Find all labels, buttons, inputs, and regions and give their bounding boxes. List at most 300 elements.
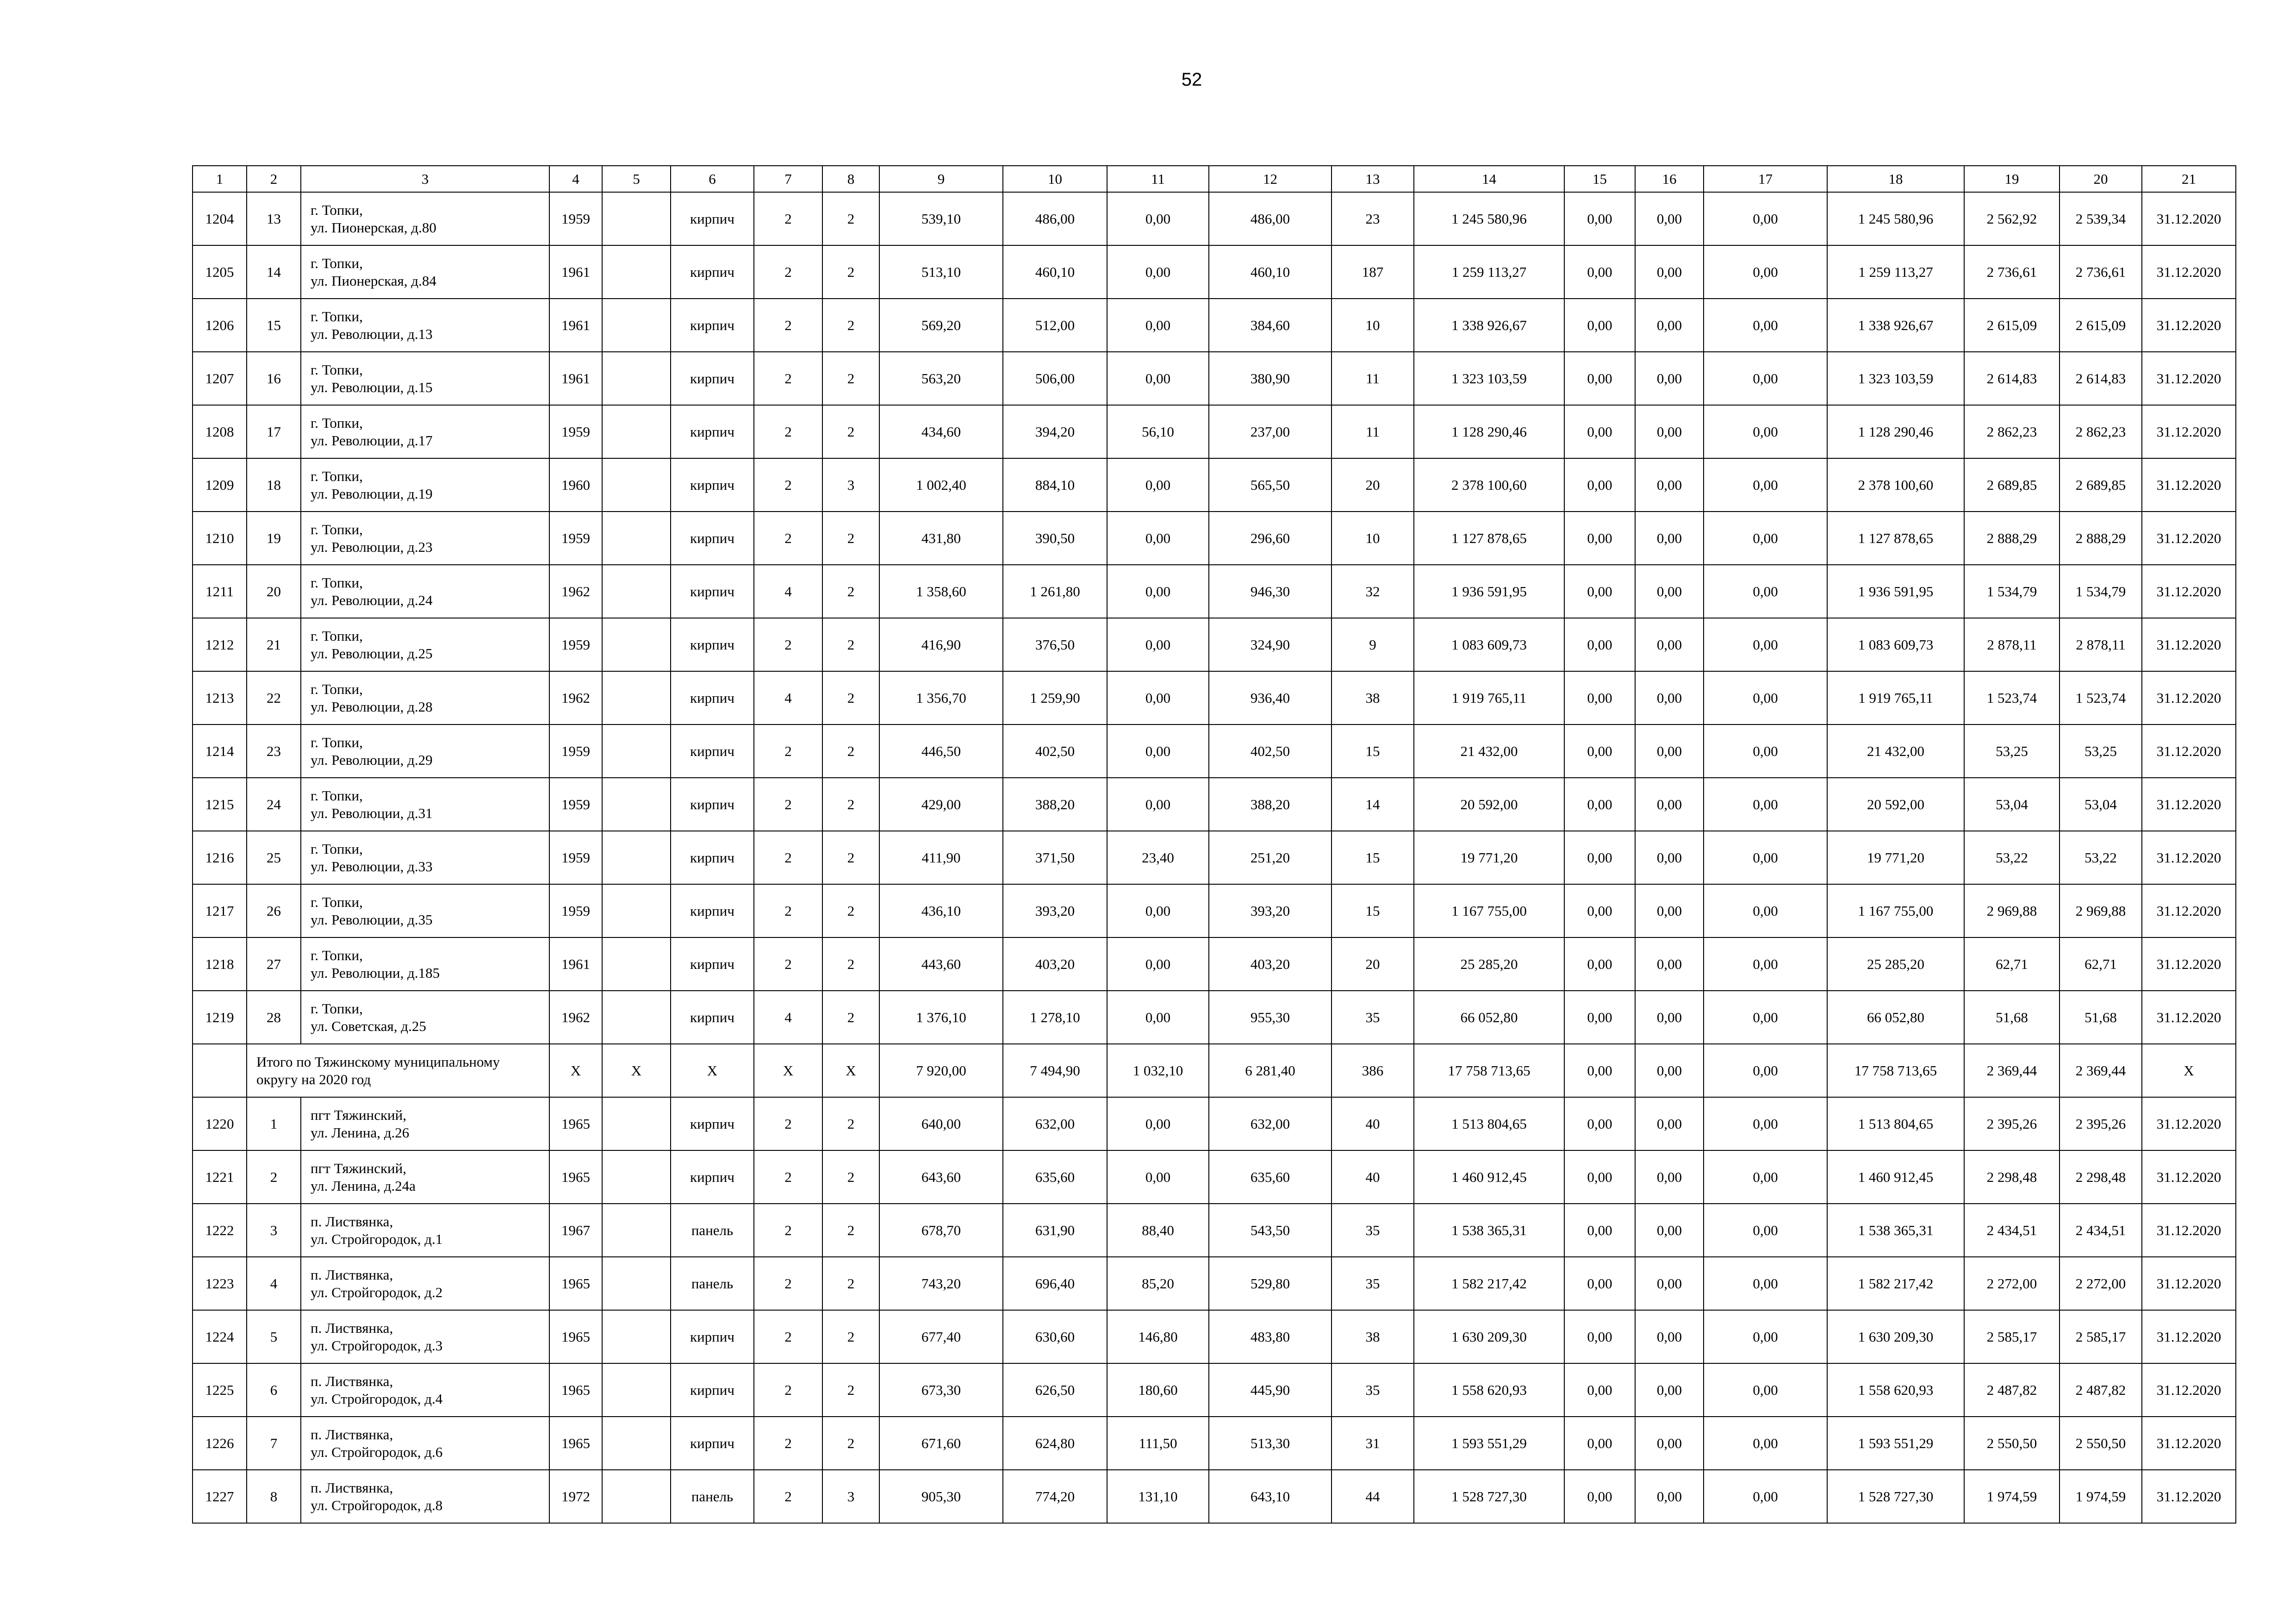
table-cell: 31.12.2020 [2142, 192, 2236, 245]
table-cell: панель [671, 1204, 754, 1257]
row-number: 1215 [193, 778, 247, 831]
address-street: ул. Революции, д.25 [311, 645, 433, 662]
table-cell: 677,40 [879, 1310, 1003, 1363]
table-cell: 56,10 [1107, 405, 1209, 458]
table-cell: 2 [822, 565, 879, 618]
table-cell: 2 [754, 778, 822, 831]
table-cell [602, 405, 671, 458]
table-cell [602, 512, 671, 565]
table-row [193, 1417, 2236, 1470]
table-cell: 237,00 [1209, 405, 1332, 458]
table-cell: 2 [822, 1310, 879, 1363]
table-cell [602, 458, 671, 512]
table-cell: 15 [1332, 831, 1414, 884]
table-cell: 53,22 [2060, 831, 2142, 884]
table-cell: 2 [754, 1257, 822, 1310]
table-cell: 0,00 [1107, 565, 1209, 618]
table-cell: 0,00 [1635, 1417, 1704, 1470]
table-cell: кирпич [671, 299, 754, 352]
item-number: 17 [247, 405, 301, 458]
address [301, 671, 549, 725]
address-street: ул. Революции, д.33 [311, 858, 433, 874]
address-street: ул. Стройгородок, д.4 [311, 1390, 443, 1407]
address-locality: г. Топки, [311, 947, 363, 963]
column-header: 21 [2142, 166, 2236, 192]
table-cell: 2 585,17 [1964, 1310, 2060, 1363]
table-cell: 2 550,50 [2060, 1417, 2142, 1470]
table-cell: 31.12.2020 [2142, 245, 2236, 299]
table-cell: 0,00 [1564, 352, 1635, 405]
table-cell: 0,00 [1704, 245, 1827, 299]
table-cell: кирпич [671, 1417, 754, 1470]
table-cell: 31.12.2020 [2142, 299, 2236, 352]
table-cell: 0,00 [1564, 192, 1635, 245]
row-number: 1219 [193, 991, 247, 1044]
row-number: 1220 [193, 1097, 247, 1150]
address [301, 299, 549, 352]
address-street: ул. Стройгородок, д.8 [311, 1497, 443, 1513]
item-number: 27 [247, 937, 301, 991]
item-number: 1 [247, 1097, 301, 1150]
table-cell: 35 [1332, 1257, 1414, 1310]
table-cell: 31.12.2020 [2142, 1470, 2236, 1523]
address [301, 245, 549, 299]
column-header: 12 [1209, 166, 1332, 192]
table-cell [602, 991, 671, 1044]
table-cell: 4 [754, 991, 822, 1044]
row-number: 1204 [193, 192, 247, 245]
column-header: 20 [2060, 166, 2142, 192]
table-cell: 2 395,26 [2060, 1097, 2142, 1150]
item-number: 16 [247, 352, 301, 405]
table-cell: 678,70 [879, 1204, 1003, 1257]
table-cell: 2 [822, 1363, 879, 1417]
table-cell: 53,25 [2060, 725, 2142, 778]
item-number: 21 [247, 618, 301, 671]
table-cell: 0,00 [1704, 352, 1827, 405]
table-cell: 1972 [549, 1470, 602, 1523]
table-cell: 0,00 [1704, 1470, 1827, 1523]
table-row [193, 618, 2236, 671]
address-street: ул. Стройгородок, д.1 [311, 1230, 443, 1247]
table-cell: 0,00 [1107, 299, 1209, 352]
table-cell: 2 [754, 1150, 822, 1204]
table-row [193, 1150, 2236, 1204]
table-cell: 1 528 727,30 [1827, 1470, 1964, 1523]
table-cell: 743,20 [879, 1257, 1003, 1310]
table-cell: 446,50 [879, 725, 1003, 778]
table-cell: 1 356,70 [879, 671, 1003, 725]
table-cell: 23 [1332, 192, 1414, 245]
table-cell [602, 831, 671, 884]
total-cell: 17 758 713,65 [1827, 1044, 1964, 1097]
table-cell: 394,20 [1003, 405, 1107, 458]
column-header: 6 [671, 166, 754, 192]
table-cell: кирпич [671, 618, 754, 671]
table-cell: 445,90 [1209, 1363, 1332, 1417]
table-cell: 563,20 [879, 352, 1003, 405]
table-cell: 14 [1332, 778, 1414, 831]
table-cell: 0,00 [1704, 299, 1827, 352]
address [301, 778, 549, 831]
table-cell: 0,00 [1635, 991, 1704, 1044]
table-cell [602, 245, 671, 299]
table-cell: 0,00 [1635, 937, 1704, 991]
table-cell: 0,00 [1107, 618, 1209, 671]
table-cell: 2 [754, 245, 822, 299]
table-cell: 0,00 [1564, 991, 1635, 1044]
table-cell: 1959 [549, 831, 602, 884]
table-cell: 0,00 [1635, 565, 1704, 618]
table-row [193, 192, 2236, 245]
table-cell [602, 1470, 671, 1523]
table-cell: 31.12.2020 [2142, 937, 2236, 991]
table-cell: 66 052,80 [1414, 991, 1564, 1044]
table-cell: 0,00 [1564, 458, 1635, 512]
address [301, 458, 549, 512]
table-cell: 0,00 [1564, 1310, 1635, 1363]
table-cell: 1 582 217,42 [1827, 1257, 1964, 1310]
address-locality: г. Топки, [311, 574, 363, 591]
address [301, 618, 549, 671]
table-cell: 10 [1332, 299, 1414, 352]
row-number: 1216 [193, 831, 247, 884]
table-cell: 0,00 [1564, 512, 1635, 565]
table-cell: 512,00 [1003, 299, 1107, 352]
table-cell: 53,04 [2060, 778, 2142, 831]
table-cell: 626,50 [1003, 1363, 1107, 1417]
address-locality: п. Листвянка, [311, 1319, 393, 1336]
column-header: 13 [1332, 166, 1414, 192]
table-cell: 543,50 [1209, 1204, 1332, 1257]
table-cell: 111,50 [1107, 1417, 1209, 1470]
table-cell: 1 323 103,59 [1414, 352, 1564, 405]
item-number: 5 [247, 1310, 301, 1363]
table-cell: 2 [822, 192, 879, 245]
table-cell: 0,00 [1635, 778, 1704, 831]
total-label [247, 1044, 549, 1097]
table-cell: кирпич [671, 512, 754, 565]
table-cell: 565,50 [1209, 458, 1332, 512]
table-cell [602, 1417, 671, 1470]
table-cell [602, 565, 671, 618]
table-cell: 2 [822, 299, 879, 352]
table-cell: 1 630 209,30 [1827, 1310, 1964, 1363]
total-cell: X [754, 1044, 822, 1097]
table-cell: 19 771,20 [1827, 831, 1964, 884]
table-cell: 443,60 [879, 937, 1003, 991]
table-row [193, 1097, 2236, 1150]
table-cell: 1 167 755,00 [1827, 884, 1964, 937]
table-cell: 0,00 [1564, 725, 1635, 778]
table-cell: 1 261,80 [1003, 565, 1107, 618]
address [301, 1310, 549, 1363]
address-street: ул. Революции, д.13 [311, 325, 433, 342]
table-cell: 0,00 [1704, 405, 1827, 458]
table-cell: 324,90 [1209, 618, 1332, 671]
table-cell [602, 1204, 671, 1257]
table-cell: 640,00 [879, 1097, 1003, 1150]
total-cell: 0,00 [1635, 1044, 1704, 1097]
address-locality: г. Топки, [311, 787, 363, 804]
table-cell: кирпич [671, 991, 754, 1044]
item-number: 13 [247, 192, 301, 245]
table-cell: 0,00 [1635, 192, 1704, 245]
table-cell: 936,40 [1209, 671, 1332, 725]
table-cell: 2 689,85 [2060, 458, 2142, 512]
address-street: ул. Стройгородок, д.3 [311, 1337, 443, 1354]
table-cell: 2 862,23 [2060, 405, 2142, 458]
table-cell: 31.12.2020 [2142, 991, 2236, 1044]
table-cell: 187 [1332, 245, 1414, 299]
table-cell: 1959 [549, 512, 602, 565]
column-header: 3 [301, 166, 549, 192]
table-cell: 0,00 [1107, 991, 1209, 1044]
total-cell: 17 758 713,65 [1414, 1044, 1564, 1097]
table-cell: 10 [1332, 512, 1414, 565]
table-cell: 1 534,79 [2060, 565, 2142, 618]
address-locality: п. Листвянка, [311, 1426, 393, 1443]
table-row [193, 725, 2236, 778]
table-cell: 4 [754, 671, 822, 725]
table-cell: 15 [1332, 884, 1414, 937]
table-cell: 2 [754, 1470, 822, 1523]
table-cell: 0,00 [1635, 884, 1704, 937]
row-number: 1218 [193, 937, 247, 991]
table-cell: 2 [754, 1417, 822, 1470]
table-cell: 0,00 [1704, 831, 1827, 884]
table-cell: 1960 [549, 458, 602, 512]
table-cell: 2 [822, 884, 879, 937]
table-cell: 2 [754, 1204, 822, 1257]
table-cell: 0,00 [1635, 1363, 1704, 1417]
table-cell: кирпич [671, 405, 754, 458]
table-cell: 1965 [549, 1097, 602, 1150]
address-locality: г. Топки, [311, 893, 363, 910]
table-cell: 416,90 [879, 618, 1003, 671]
table-cell [602, 778, 671, 831]
table-cell: 44 [1332, 1470, 1414, 1523]
total-cell: 2 369,44 [2060, 1044, 2142, 1097]
table-cell: 0,00 [1704, 192, 1827, 245]
table-cell: 2 888,29 [2060, 512, 2142, 565]
page-number: 52 [1181, 69, 1202, 90]
table-cell: 513,10 [879, 245, 1003, 299]
table-cell: 0,00 [1564, 1470, 1635, 1523]
row-number: 1224 [193, 1310, 247, 1363]
address-locality: г. Топки, [311, 308, 363, 325]
table-cell: 1965 [549, 1417, 602, 1470]
table-cell: 1 974,59 [2060, 1470, 2142, 1523]
table-cell: 0,00 [1704, 1204, 1827, 1257]
table-cell: 31 [1332, 1417, 1414, 1470]
table-row [193, 831, 2236, 884]
table-cell: 25 285,20 [1827, 937, 1964, 991]
row-number: 1225 [193, 1363, 247, 1417]
table-cell: 31.12.2020 [2142, 1097, 2236, 1150]
address [301, 192, 549, 245]
table-cell: кирпич [671, 725, 754, 778]
table-row [193, 1257, 2236, 1310]
table-cell: 0,00 [1564, 565, 1635, 618]
item-number: 20 [247, 565, 301, 618]
table-cell: 2 969,88 [2060, 884, 2142, 937]
address [301, 1257, 549, 1310]
table-row [193, 671, 2236, 725]
table-cell: 411,90 [879, 831, 1003, 884]
table-cell: 2 487,82 [2060, 1363, 2142, 1417]
table-cell: 506,00 [1003, 352, 1107, 405]
table-cell: 2 395,26 [1964, 1097, 2060, 1150]
table-cell: 1 128 290,46 [1414, 405, 1564, 458]
table-cell: 0,00 [1107, 1150, 1209, 1204]
table-cell: 51,68 [2060, 991, 2142, 1044]
table-cell: 0,00 [1704, 1363, 1827, 1417]
table-cell: 2 539,34 [2060, 192, 2142, 245]
table-cell: 0,00 [1635, 458, 1704, 512]
column-header: 15 [1564, 166, 1635, 192]
table-cell: 0,00 [1704, 512, 1827, 565]
address-locality: г. Топки, [311, 414, 363, 431]
table-cell: 0,00 [1107, 245, 1209, 299]
table-cell: 1962 [549, 671, 602, 725]
table-cell: 32 [1332, 565, 1414, 618]
table-cell: 2 [822, 1417, 879, 1470]
address-street: ул. Пионерская, д.84 [311, 272, 436, 289]
table-cell: 1 582 217,42 [1414, 1257, 1564, 1310]
table-cell: 38 [1332, 1310, 1414, 1363]
address-street: ул. Революции, д.19 [311, 485, 433, 502]
table-cell: 643,10 [1209, 1470, 1332, 1523]
item-number: 14 [247, 245, 301, 299]
table-cell: 0,00 [1635, 1150, 1704, 1204]
table-cell: 2 [754, 299, 822, 352]
table-cell: 376,50 [1003, 618, 1107, 671]
total-cell: 386 [1332, 1044, 1414, 1097]
table-row [193, 1363, 2236, 1417]
row-number: 1207 [193, 352, 247, 405]
item-number: 4 [247, 1257, 301, 1310]
table-cell: 20 [1332, 937, 1414, 991]
column-header: 5 [602, 166, 671, 192]
table-cell: 403,20 [1003, 937, 1107, 991]
total-row [193, 1044, 2236, 1097]
table-cell: 1 919 765,11 [1414, 671, 1564, 725]
table-cell: кирпич [671, 352, 754, 405]
table-cell: 31.12.2020 [2142, 671, 2236, 725]
table-cell: 2 [822, 618, 879, 671]
table-cell: 884,10 [1003, 458, 1107, 512]
table-cell: 1 558 620,93 [1827, 1363, 1964, 1417]
table-cell: 388,20 [1209, 778, 1332, 831]
table-cell: 1959 [549, 618, 602, 671]
table-cell: 2 585,17 [2060, 1310, 2142, 1363]
table-cell: 3 [822, 458, 879, 512]
table-cell: 2 [822, 831, 879, 884]
row-number: 1211 [193, 565, 247, 618]
table-cell: 1 593 551,29 [1827, 1417, 1964, 1470]
table-cell: 2 888,29 [1964, 512, 2060, 565]
table-cell: кирпич [671, 884, 754, 937]
table-cell: 2 272,00 [1964, 1257, 2060, 1310]
address [301, 1097, 549, 1150]
table-cell: 1 630 209,30 [1414, 1310, 1564, 1363]
table-cell: 671,60 [879, 1417, 1003, 1470]
item-number: 25 [247, 831, 301, 884]
table-cell: 0,00 [1635, 1310, 1704, 1363]
table-cell [602, 352, 671, 405]
table-cell: 0,00 [1107, 1097, 1209, 1150]
table-cell: 390,50 [1003, 512, 1107, 565]
address-locality: п. Листвянка, [311, 1479, 393, 1496]
table-cell: 955,30 [1209, 991, 1332, 1044]
address-street: ул. Стройгородок, д.6 [311, 1443, 443, 1460]
address [301, 565, 549, 618]
table-cell: 0,00 [1564, 299, 1635, 352]
table-cell: 31.12.2020 [2142, 725, 2236, 778]
item-number: 24 [247, 778, 301, 831]
table-cell: 2 [822, 725, 879, 778]
table-cell: 2 [754, 458, 822, 512]
address-street: ул. Революции, д.185 [311, 964, 440, 981]
table-cell: 1 538 365,31 [1414, 1204, 1564, 1257]
table-cell: 251,20 [1209, 831, 1332, 884]
table-cell: 0,00 [1635, 725, 1704, 778]
table-cell: кирпич [671, 671, 754, 725]
table-cell: 2 969,88 [1964, 884, 2060, 937]
table-cell: 946,30 [1209, 565, 1332, 618]
total-cell: X [549, 1044, 602, 1097]
address [301, 405, 549, 458]
table-cell: 0,00 [1107, 512, 1209, 565]
table-cell: кирпич [671, 778, 754, 831]
table-cell [602, 192, 671, 245]
table-cell: 0,00 [1704, 1257, 1827, 1310]
table-cell: 402,50 [1209, 725, 1332, 778]
header-row [193, 166, 2236, 192]
table-cell: 31.12.2020 [2142, 1204, 2236, 1257]
table-cell: 40 [1332, 1150, 1414, 1204]
table-cell: 0,00 [1564, 1204, 1635, 1257]
table-cell: 569,20 [879, 299, 1003, 352]
table-cell: 1 523,74 [1964, 671, 2060, 725]
table-cell: 643,60 [879, 1150, 1003, 1204]
table-cell: 1 513 804,65 [1414, 1097, 1564, 1150]
table-cell: 2 378 100,60 [1414, 458, 1564, 512]
address-locality: г. Топки, [311, 361, 363, 378]
address [301, 1363, 549, 1417]
table-cell: 371,50 [1003, 831, 1107, 884]
table-cell: 1 127 878,65 [1414, 512, 1564, 565]
item-number: 8 [247, 1470, 301, 1523]
table-cell: 0,00 [1107, 352, 1209, 405]
table-cell [602, 1363, 671, 1417]
table-cell: 0,00 [1107, 458, 1209, 512]
table-cell: 0,00 [1564, 778, 1635, 831]
total-cell: 7 494,90 [1003, 1044, 1107, 1097]
table-cell: 146,80 [1107, 1310, 1209, 1363]
table-row [193, 1470, 2236, 1523]
table-cell: 62,71 [1964, 937, 2060, 991]
table-cell: 1 919 765,11 [1827, 671, 1964, 725]
table-cell: 436,10 [879, 884, 1003, 937]
table-cell: 0,00 [1564, 1363, 1635, 1417]
table-cell: 31.12.2020 [2142, 831, 2236, 884]
address-locality: г. Топки, [311, 255, 363, 271]
table-cell: 53,04 [1964, 778, 2060, 831]
table-cell: 0,00 [1564, 884, 1635, 937]
table-cell: 35 [1332, 1204, 1414, 1257]
